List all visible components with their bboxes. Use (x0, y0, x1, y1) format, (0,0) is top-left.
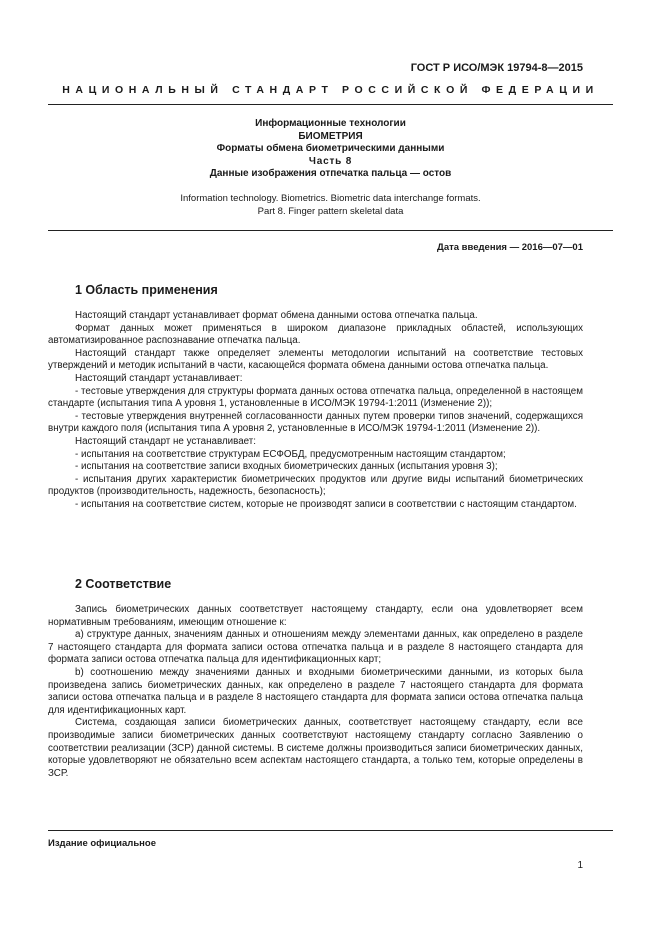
footer-rule (48, 830, 613, 831)
paragraph: Настоящий стандарт не устанавливает: (75, 435, 257, 447)
paragraph: Настоящий стандарт устанавливает: (75, 372, 243, 384)
paragraph: Настоящий стандарт устанавливает формат обмена данными остова отпечатка пальца. (75, 310, 478, 321)
paragraph: Запись биометрических данных соответствует настоящему стандарту, если она удовлетворяет всем нормативным требованиям, имеющим отношение к: (48, 604, 583, 628)
list-item: - испытания на соответствие структурам ЕСФОБД, предусмотренным настоящим стандартом; (75, 448, 506, 460)
list-item: b) соотношению между значениями данных и входными биометрическими данными, из которых была произведена запись биометрических данных, как определено в разделе 7 настоящего стандарта для формата записи остова отпечатка пальца и в разделе 8 настоящего стандарта для формата записи остова отпечатка пальца для идентификационных карт. (48, 666, 583, 716)
list-item: - испытания на соответствие записи входных биометрических данных (испытания уровня 3); (75, 461, 498, 473)
official-edition-note: Издание официальное (48, 838, 156, 849)
section-heading: 1 Область применения (75, 283, 218, 297)
paragraph: Система, создающая записи биометрических данных, соответствует настоящему стандарту, если все производимые записи биометрических данных соответствуют настоящему стандарту согласно Заявлению о соответствии реализации (ЗСР) данной системы. В системе должны производиться записи биометрических данных, которые удовлетворяют не обязательно всем аспектам настоящего стандарта, а только тем, которые определены в ЗСР. (48, 717, 583, 779)
paragraph: Настоящий стандарт также определяет элементы методологии испытаний на соответствие тестовых утверждений и методик испытаний в части, касающейся формата обмена данными остова отпечатка пальца. (48, 347, 583, 372)
paragraph: Формат данных может применяться в широком диапазоне прикладных областей, использующих автоматизированное распознавание отпечатка пальца. (48, 322, 583, 347)
english-title (48, 193, 613, 218)
introduction-date: Дата введения — 2016—07—01 (437, 242, 583, 253)
section-body (48, 310, 583, 512)
list-item: - тестовые утверждения для структуры формата данных остова отпечатка пальца, определенной в настоящем стандарте (испытания типа А уровня 1, установленные в ИСО/МЭК 19794-1:2011 (Изменение 2)); (48, 385, 583, 410)
list-item: - тестовые утверждения внутренней согласованности данных путем проверки типов значений, содержащихся внутри каждого поля (испытания типа А уровня 2, установленные в ИСО/МЭК 19794-1:2011 (Изменение 2)). (48, 410, 583, 435)
title-line: Часть 8 (308, 155, 353, 167)
section-body (48, 604, 583, 780)
english-title-line: Information technology. Biometrics. Biometric data interchange formats. (180, 193, 481, 204)
title-line: Информационные технологии (255, 118, 406, 129)
title-line: Форматы обмена биометрическими данными (216, 143, 445, 154)
title-rule (48, 230, 613, 231)
title-line: Данные изображения отпечатка пальца — остов (209, 168, 452, 179)
page-number: 1 (577, 860, 583, 871)
list-item: a) структуре данных, значениям данных и отношениям между элементами данных, как определено в разделе 7 настоящего стандарта для формата записи остова отпечатка пальца и в разделе 8 настоящего стандарта для формата записи остова отпечатка пальца для идентификационных карт; (48, 629, 583, 666)
section-heading: 2 Соответствие (75, 577, 172, 591)
list-item: - испытания других характеристик биометрических продуктов или другие виды испытаний биометрических продуктов (производительность, надежность, безопасность); (48, 473, 583, 498)
national-standard-banner: НАЦИОНАЛЬНЫЙ СТАНДАРТ РОССИЙСКОЙ ФЕДЕРАЦИИ (62, 84, 599, 96)
list-item: - испытания на соответствие систем, которые не производят записи в соответствии с настоящим стандартом. (75, 498, 577, 510)
title-line: БИОМЕТРИЯ (298, 130, 363, 142)
document-number: ГОСТ Р ИСО/МЭК 19794-8—2015 (410, 62, 583, 74)
english-title-line: Part 8. Finger pattern skeletal data (257, 205, 404, 217)
top-rule (48, 104, 613, 105)
title-block (48, 118, 613, 181)
